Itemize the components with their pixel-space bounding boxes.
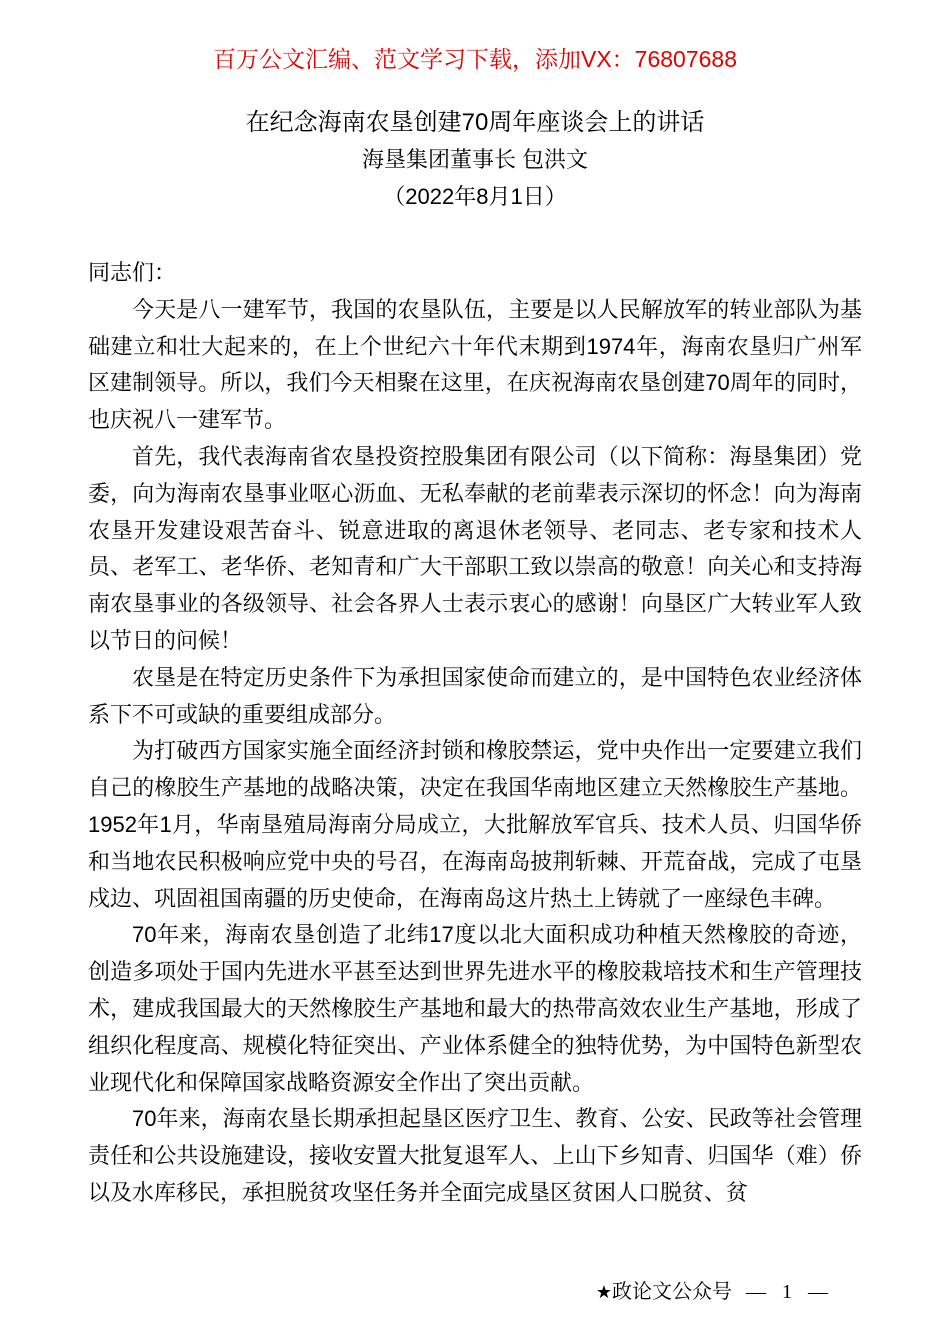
body-paragraph: 为打破西方国家实施全面经济封锁和橡胶禁运，党中央作出一定要建立我们自己的橡胶生产基地的战略决策，决定在我国华南地区建立天然橡胶生产基地。1952年1月，华南垦殖局海南分局成立，大批解放军官兵、技术人员、归国华侨和当地农民积极响应党中央的号召，在海南岛披荆斩棘、开荒奋战，完成了屯垦戍边、巩固祖国南疆的历史使命，在海南岛这片热土上铸就了一座绿色丰碑。 (88, 738, 862, 911)
body-paragraph: 70年来，海南农垦长期承担起垦区医疗卫生、教育、公安、民政等社会管理责任和公共设施建设，接收安置大批复退军人、上山下乡知青、归国华（难）侨以及水库移民，承担脱贫攻坚任务并全面完成垦区贫困人口脱贫、贫 (88, 1106, 862, 1205)
document-body (88, 255, 862, 1212)
body-paragraph: 首先，我代表海南省农垦投资控股集团有限公司（以下简称：海垦集团）党委，向为海南农垦事业呕心沥血、无私奉献的老前辈表示深切的怀念！向为海南农垦开发建设艰苦奋斗、锐意进取的离退休老领导、老同志、老专家和技术人员、老军工、老华侨、老知青和广大干部职工致以崇高的敬意！向关心和支持海南农垦事业的各级领导、社会各界人士表示衷心的感谢！向垦区广大转业军人致以节日的问候！ (88, 443, 862, 653)
title-block (0, 104, 950, 215)
star-icon: ★ (595, 1282, 612, 1302)
document-date: （2022年8月1日） (383, 184, 567, 209)
page-number: — 1 — (746, 1281, 830, 1303)
header-promo-notice: 百万公文汇编、范文学习下载，添加VX：76807688 (212, 46, 737, 72)
document-title: 在纪念海南农垦创建70周年座谈会上的讲话 (245, 109, 705, 136)
paragraph-list (88, 292, 862, 1212)
footer-channel-label: 政论文公众号 (612, 1281, 732, 1303)
body-paragraph: 70年来，海南农垦创造了北纬17度以北大面积成功种植天然橡胶的奇迹，创造多项处于国内先进水平甚至达到世界先进水平的橡胶栽培技术和生产管理技术，建成我国最大的天然橡胶生产基地和最大的热带高效农业生产基地，形成了组织化程度高、规模化特征突出、产业体系健全的独特优势，为中国特色新型农业现代化和保障国家战略资源安全作出了突出贡献。 (88, 922, 862, 1095)
body-paragraph: 今天是八一建军节，我国的农垦队伍，主要是以人民解放军的转业部队为基础建立和壮大起来的，在上个世纪六十年代末期到1974年，海南农垦归广州军区建制领导。所以，我们今天相聚在这里，在庆祝海南农垦创建70周年的同时，也庆祝八一建军节。 (88, 296, 862, 433)
salutation: 同志们： (88, 260, 177, 285)
page-footer (596, 1281, 830, 1303)
body-paragraph: 农垦是在特定历史条件下为承担国家使命而建立的，是中国特色农业经济体系下不可或缺的重要组成部分。 (88, 664, 862, 727)
document-author: 海垦集团董事长 包洪文 (361, 147, 589, 172)
